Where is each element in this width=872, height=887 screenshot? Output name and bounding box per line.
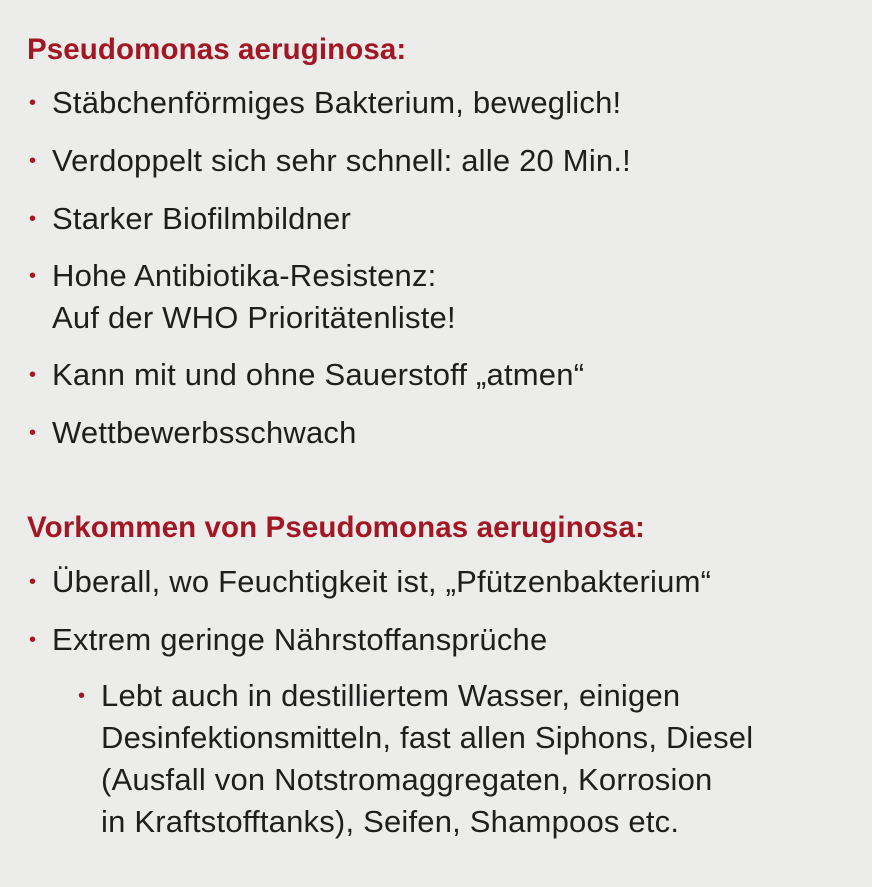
sub-item-line-4: in Kraftstofftanks), Seifen, Shampoos etc. — [101, 804, 680, 839]
bullet-icon: • — [29, 364, 37, 386]
bullet-icon: • — [29, 422, 37, 444]
sub-list-item — [27, 675, 872, 843]
list-item — [27, 560, 872, 604]
sub-item-line-3: (Ausfall von Notstromaggregaten, Korrosion — [101, 762, 713, 797]
sub-item-line-2: Desinfektionsmitteln, fast allen Siphons, Diesel — [101, 720, 754, 755]
item-text: Hohe Antibiotika-Resistenz: — [52, 258, 437, 293]
item-text: Wettbewerbsschwach — [52, 415, 357, 450]
properties-list — [27, 81, 872, 455]
section-title-vorkommen: Vorkommen von Pseudomonas aeruginosa: — [27, 511, 645, 544]
occurrence-list — [27, 560, 872, 843]
list-item — [27, 197, 872, 241]
item-text: Kann mit und ohne Sauerstoff „atmen“ — [52, 357, 585, 392]
sub-item-line-1: Lebt auch in destilliertem Wasser, einigen — [101, 678, 681, 713]
bullet-icon: • — [29, 265, 37, 287]
list-item — [27, 81, 872, 125]
bullet-icon: • — [78, 685, 86, 707]
item-text: Verdoppelt sich sehr schnell: alle 20 Min.! — [52, 143, 631, 178]
bullet-icon: • — [29, 150, 37, 172]
item-text: Stäbchenförmiges Bakterium, beweglich! — [52, 85, 622, 120]
list-item — [27, 255, 872, 339]
item-text-continued: Auf der WHO Prioritätenliste! — [52, 300, 456, 335]
bullet-icon: • — [29, 571, 37, 593]
bullet-icon: • — [29, 208, 37, 230]
section-title-pseudomonas: Pseudomonas aeruginosa: — [27, 33, 407, 66]
item-text: Extrem geringe Nährstoffansprüche — [52, 622, 548, 657]
item-text: Überall, wo Feuchtigkeit ist, „Pfützenbakterium“ — [52, 564, 712, 599]
list-item — [27, 618, 872, 662]
list-item — [27, 353, 872, 397]
list-item — [27, 139, 872, 183]
bullet-icon: • — [29, 629, 37, 651]
bullet-icon: • — [29, 92, 37, 114]
list-item — [27, 411, 872, 455]
item-text: Starker Biofilmbildner — [52, 201, 352, 236]
